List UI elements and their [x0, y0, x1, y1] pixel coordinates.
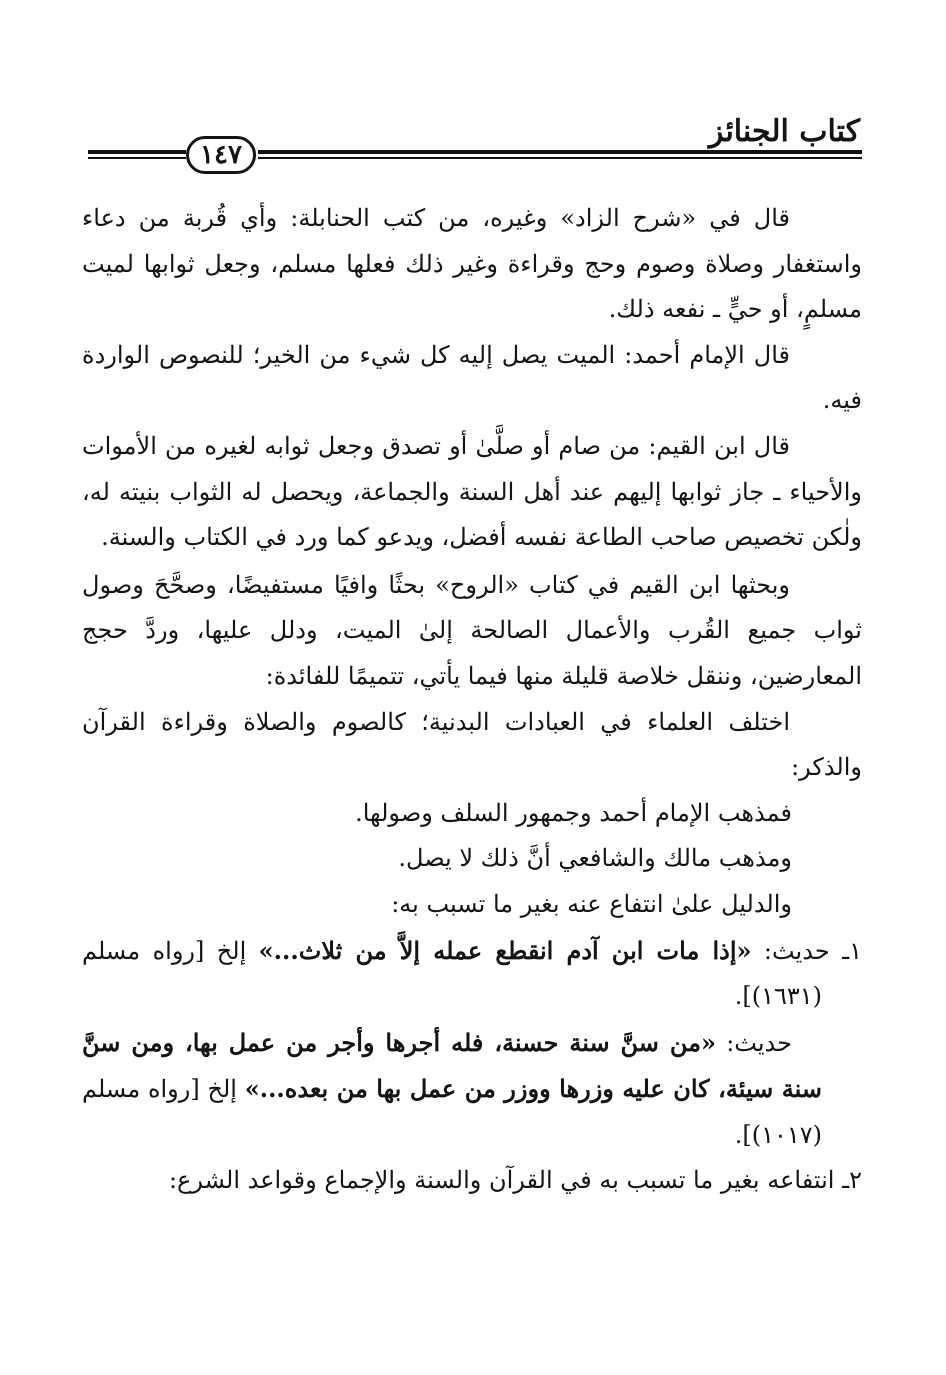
- paragraph-ahmad: قال الإمام أحمد: الميت يصل إليه كل شيء من الخير؛ للنصوص الواردة فيه.: [82, 340, 862, 415]
- paragraph-ruh: وبحثها ابن القيم في كتاب «الروح» بحثًا وافيًا مستفيضًا، وصحَّحَ وصول ثواب جميع القُرب والأعمال الصالحة إلىٰ الميت، ودلل عليها، وردَّ حجج المعارضين، وننقل خلاصة قليلة منها فيما يأتي، تتميمًا للفائدة:: [82, 570, 862, 690]
- running-header-title: كتاب الجنائز: [708, 114, 860, 149]
- paragraph-ibn-qayyim: قال ابن القيم: من صام أو صلَّىٰ أو تصدق وجعل ثوابه لغيره من الأموات والأحياء ـ جاز ثوابها إليهم عند أهل السنة والجماعة، ويحصل له الثواب بنيته له، ولٰكن تخصيص صاحب الطاعة نفسه أفضل، ويدعو كما ورد في الكتاب والسنة.: [82, 431, 862, 552]
- paragraph-zad: قال في «شرح الزاد» وغيره، من كتب الحنابلة: وأي قُربة من دعاء واستغفار وصلاة وصوم وحج وقراءة وغير ذلك فعلها مسلم، وجعل ثوابها لميت مسلمٍ، أو حيٍّ ـ نفعه ذلك.: [82, 204, 862, 324]
- header-rule-thick: [258, 150, 862, 154]
- header-rule-left: [88, 150, 186, 162]
- hadith-1-reference: إلخ [رواه مسلم (١٦٣١)].: [82, 936, 822, 1011]
- header-rule-thin: [88, 157, 186, 159]
- paragraph-madhhab-malik: ومذهب مالك والشافعي أنَّ ذلك لا يصل.: [398, 844, 792, 873]
- hadith-1-prefix: ١ـ حديث:: [751, 936, 862, 965]
- paragraph-item-2: ٢ـ انتفاعه بغير ما تسبب به في القرآن والسنة والإجماع وقواعد الشرع:: [168, 1166, 862, 1195]
- hadith-item-1: [82, 928, 862, 1020]
- header-rule-thick: [88, 150, 186, 154]
- page-number-badge: ١٤٧: [186, 136, 256, 174]
- paragraph-dalil: والدليل علىٰ انتفاع عنه بغير ما تسبب به:: [391, 889, 792, 918]
- body-text: [82, 196, 862, 1204]
- hadith-1-quote: «إذا مات ابن آدم انقطع عمله إلاَّ من ثلاث...»: [258, 935, 752, 965]
- header-rule-thin: [258, 157, 862, 159]
- hadith-2-quote: «من سنَّ سنة حسنة، فله أجرها وأجر من عمل بها، ومن سنَّ سنة سيئة، كان عليه وزرها ووزر من عمل بها من بعده...»: [82, 1027, 822, 1104]
- hadith-item-2: [82, 1020, 862, 1159]
- hadith-2-prefix: حديث:: [716, 1028, 792, 1057]
- paragraph-ikhtilaf: اختلف العلماء في العبادات البدنية؛ كالصوم والصلاة وقراءة القرآن والذكر:: [82, 707, 862, 782]
- header-rule-right: [258, 150, 862, 162]
- hadith-2-reference: إلخ [رواه مسلم (١٠١٧)].: [82, 1075, 822, 1149]
- paragraph-madhhab-ahmad: فمذهب الإمام أحمد وجمهور السلف وصولها.: [355, 798, 792, 827]
